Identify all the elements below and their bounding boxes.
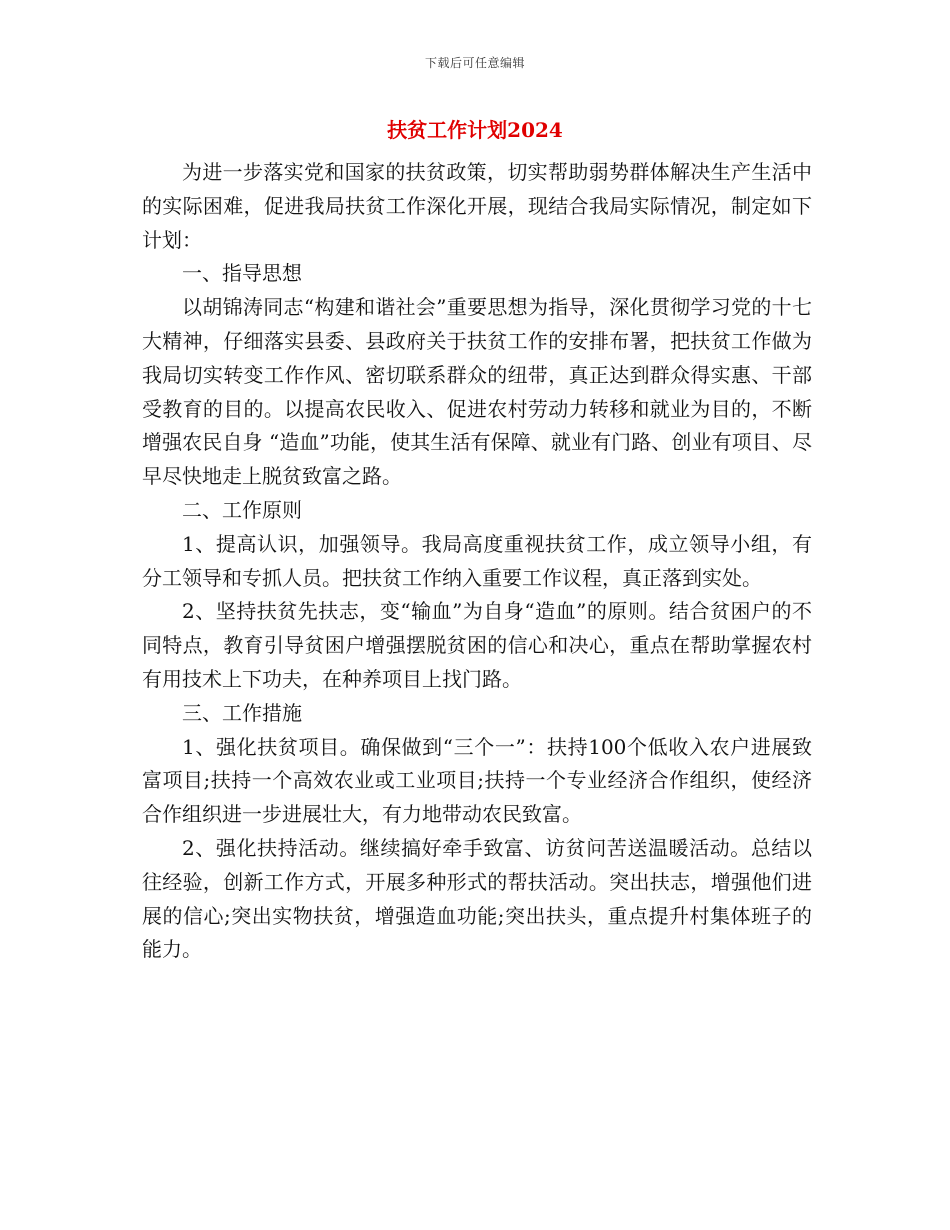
- section-heading-work-measures: 三、工作措施: [182, 700, 302, 725]
- paragraph-measure-1: 1、强化扶贫项目。确保做到“三个一”：扶持100个低收入农户进展致富项目;扶持一个高效农业或工业项目;扶持一个专业经济合作组织，使经济合作组织进一步进展壮大，有力地带动农民致富。: [142, 734, 812, 827]
- section-heading-guiding-thought: 一、指导思想: [182, 261, 302, 286]
- paragraph-guiding-thought: 以胡锦涛同志“构建和谐社会”重要思想为指导，深化贯彻学习党的十七大精神，仔细落实县委、县政府关于扶贫工作的安排布署，把扶贫工作做为我局切实转变工作作风、密切联系群众的纽带，真正达到群众得实惠、干部受教育的目的。以提高农民收入、促进农村劳动力转移和就业为目的，不断增强农民自身 “造血”功能，使其生活有保障、就业有门路、创业有项目、尽早尽快地走上脱贫致富之路。: [142, 295, 812, 489]
- paragraph-principle-1: 1、提高认识，加强领导。我局高度重视扶贫工作，成立领导小组，有分工领导和专抓人员。把扶贫工作纳入重要工作议程，真正落到实处。: [142, 531, 812, 590]
- paragraph-principle-2: 2、坚持扶贫先扶志，变“输血”为自身“造血”的原则。结合贫困户的不同特点，教育引导贫困户增强摆脱贫困的信心和决心，重点在帮助掌握农村有用技术上下功夫，在种养项目上找门路。: [142, 599, 812, 691]
- paragraph-intro: 为进一步落实党和国家的扶贫政策，切实帮助弱势群体解决生产生活中的实际困难，促进我局扶贫工作深化开展，现结合我局实际情况，制定如下计划：: [142, 160, 812, 252]
- document-body: [142, 156, 812, 967]
- header-note: 下载后可任意编辑: [424, 56, 525, 70]
- document-title: 扶贫工作计划2024: [387, 118, 563, 142]
- paragraph-measure-2: 2、强化扶持活动。继续搞好牵手致富、访贫问苦送温暖活动。总结以往经验，创新工作方式，开展多种形式的帮扶活动。突出扶志，增强他们进展的信心;突出实物扶贫，增强造血功能;突出扶头，重点提升村集体班子的能力。: [142, 835, 812, 962]
- section-heading-work-principles: 二、工作原则: [182, 497, 302, 522]
